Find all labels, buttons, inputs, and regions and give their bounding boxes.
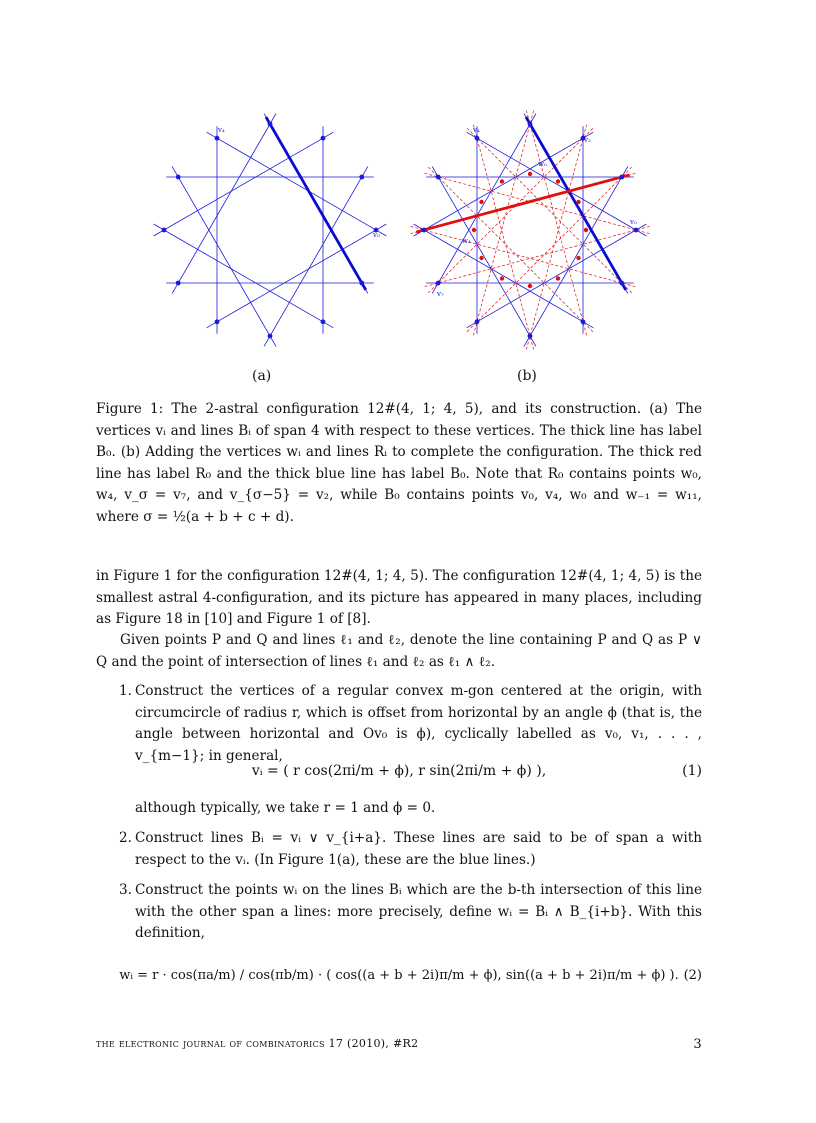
list-item-text: Construct the points wᵢ on the lines Bᵢ which are the b-th intersection of this line with the other span a lines: more precisely, define wᵢ = Bᵢ ∧ B_{i+b}. With this definition, — [135, 882, 702, 942]
vertex-point — [619, 281, 624, 286]
panel-a-label: (a) — [252, 368, 272, 384]
equation-2 — [96, 968, 702, 983]
vertex-point — [268, 122, 273, 127]
vertex-point — [436, 281, 441, 286]
w-point — [528, 284, 532, 288]
equation-2-body: wᵢ = r · cos(πa/m) / cos(πb/m) · ( cos((a + b + 2i)π/m + ϕ), sin((a + b + 2i)π/m + ϕ) ). — [119, 968, 679, 983]
list-item-number: 3. — [119, 882, 132, 898]
vertex-label-v0-a: v₀ — [373, 231, 380, 239]
vertex-point — [359, 281, 364, 286]
equation-1-followup-text: although typically, we take r = 1 and ϕ = 0. — [135, 800, 436, 816]
panel-a-lines — [154, 114, 387, 347]
blue-line — [524, 167, 628, 347]
red-line — [467, 167, 632, 332]
blue-line — [467, 132, 647, 236]
w-point — [576, 256, 580, 260]
list-item-text: Construct lines Bᵢ = vᵢ ∨ v_{i+a}. These lines are said to be of span a with respect to the vᵢ. (In Figure 1(a), these are the blue lines.) — [135, 830, 702, 868]
vertex-point — [619, 175, 624, 180]
blue-line — [172, 114, 276, 294]
vertex-label-v2-b: v₂ — [584, 136, 591, 144]
red-line — [526, 110, 586, 335]
blue-line — [432, 167, 536, 347]
page-footer — [96, 1037, 702, 1050]
figure-panel-a — [150, 100, 390, 360]
vertex-point — [321, 136, 326, 141]
blue-line — [207, 224, 387, 328]
vertex-point — [321, 319, 326, 324]
red-line — [410, 226, 635, 286]
vertex-point — [475, 136, 480, 141]
thick-blue-line-b0 — [266, 117, 366, 290]
vertex-point — [634, 228, 639, 233]
red-line — [425, 173, 650, 233]
blue-line — [414, 132, 594, 236]
vertex-point — [215, 319, 220, 324]
w-point — [500, 276, 504, 280]
vertex-point — [475, 319, 480, 324]
vertex-label-v7-b: v₇ — [437, 290, 444, 298]
red-line — [473, 110, 533, 335]
blue-line — [414, 224, 594, 328]
list-item-number: 1. — [119, 683, 132, 699]
blue-line — [154, 224, 334, 328]
figure-panel-b — [410, 100, 650, 360]
equation-1 — [96, 763, 702, 779]
vertex-point — [436, 175, 441, 180]
vertex-label-v4-a: v₄ — [218, 126, 225, 134]
page-number: 3 — [693, 1037, 702, 1052]
panel-b-lines — [410, 110, 649, 349]
equation-1-body: vᵢ = ( r cos(2πi/m + ϕ), r sin(2πi/m + ϕ) ), — [251, 763, 547, 779]
vertex-point — [176, 175, 181, 180]
w-point — [584, 228, 588, 232]
w-point — [528, 172, 532, 176]
vertex-label-w0-b: w₀ — [538, 160, 547, 168]
list-item-text: Construct the vertices of a regular convex m-gon centered at the origin, with circumcircle of radius r, which is offset from horizontal by an angle ϕ (that is, the angle between horizontal and Ov₀ is ϕ), cyclically labelled as v₀, v₁, . . . , v_{m−1}; in general, — [135, 683, 702, 764]
paragraph-2: Given points P and Q and lines ℓ₁ and ℓ₂, denote the line containing P and Q as P ∨ Q and the point of intersection of lines ℓ₁ and ℓ₂ as ℓ₁ ∧ ℓ₂. — [96, 632, 702, 670]
w-point — [556, 276, 560, 280]
w-point — [576, 200, 580, 204]
thick-blue-line-b0 — [526, 117, 626, 290]
w-point — [556, 179, 560, 183]
vertex-label-v4-b: v₄ — [473, 126, 480, 134]
vertex-point — [176, 281, 181, 286]
vertex-point — [528, 122, 533, 127]
w-point — [479, 256, 483, 260]
blue-line — [207, 132, 387, 236]
vertex-point — [359, 175, 364, 180]
blue-line — [264, 167, 368, 347]
equation-1-number: (1) — [682, 763, 702, 779]
thick-red-line-r0 — [416, 175, 629, 232]
w-point — [479, 200, 483, 204]
vertex-label-v0-b: v₀ — [630, 218, 637, 226]
paragraph-1: in Figure 1 for the configuration 12#(4, 1; 4, 5). The configuration 12#(4, 1; 4, 5) is the smallest astral 4-configuration, and its picture has appeared in many places, including as Figure 18 in [10] and Figure 1 of [8]. — [96, 568, 702, 628]
red-line — [526, 125, 586, 350]
red-line — [425, 226, 650, 286]
red-line — [428, 128, 593, 293]
w-point — [472, 228, 476, 232]
panel-b-label: (b) — [517, 368, 537, 384]
blue-line — [467, 224, 647, 328]
blue-line — [154, 132, 334, 236]
journal-name: the electronic journal of combinatorics 17 (2010), #R2 — [96, 1037, 419, 1050]
vertex-label-w4-b: w₄ — [462, 237, 471, 245]
blue-line — [172, 167, 276, 347]
vertex-point — [215, 136, 220, 141]
list-item-number: 2. — [119, 830, 132, 846]
figure-caption: Figure 1: The 2-astral configuration 12#(4, 1; 4, 5), and its construction. (a) The vertices vᵢ and lines Bᵢ of span 4 with respect to these vertices. The thick line has label B₀. (b) Adding the vertices wᵢ and lines Rᵢ to complete the configuration. The thick red line has label R₀ and the thick blue line has label B₀. Note that R₀ contains points w₀, w₄, v_σ = v₇, and v_{σ−5} = v₂, while B₀ contains points v₀, v₄, w₀ and w₋₁ = w₁₁, where σ = ½(a + b + c + d). — [96, 401, 702, 525]
w-point — [500, 179, 504, 183]
vertex-point — [422, 228, 427, 233]
vertex-point — [162, 228, 167, 233]
red-line — [473, 125, 533, 350]
vertex-point — [268, 334, 273, 339]
equation-2-number: (2) — [683, 968, 702, 983]
vertex-point — [528, 334, 533, 339]
vertex-point — [581, 319, 586, 324]
